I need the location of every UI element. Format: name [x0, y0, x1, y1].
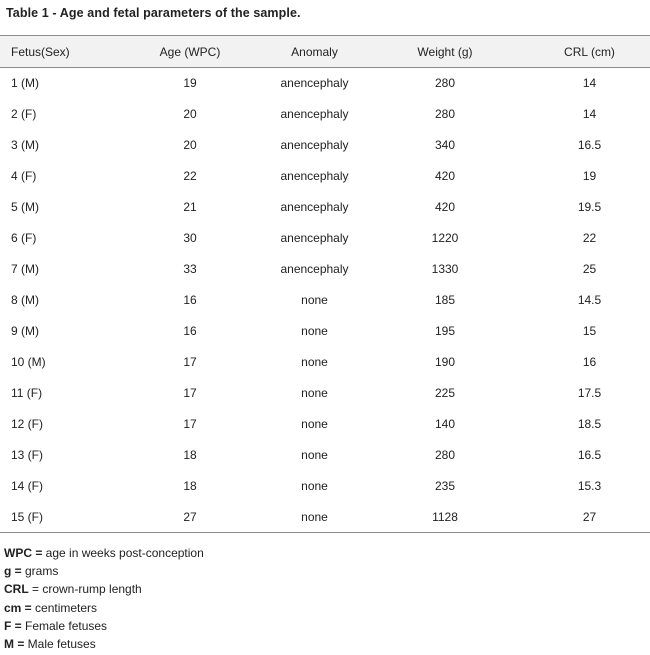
footnote-definition: age in weeks post-conception — [42, 546, 204, 560]
cell-anomaly: none — [301, 417, 328, 431]
cell-fetus-sex: 12 (F) — [11, 417, 44, 431]
cell-fetus-sex: 4 (F) — [11, 169, 37, 183]
cell-crl: 15 — [582, 324, 597, 338]
table-row — [0, 316, 650, 347]
footnote-line — [4, 544, 204, 562]
cell-anomaly: anencephaly — [280, 138, 349, 152]
table-caption: Table 1 - Age and fetal parameters of the sample. — [6, 6, 301, 20]
cell-weight: 280 — [434, 448, 456, 462]
table-row — [0, 254, 650, 285]
table-row — [0, 192, 650, 223]
cell-age: 22 — [183, 169, 197, 183]
cell-age: 19 — [183, 76, 197, 91]
cell-fetus-sex: 9 (M) — [11, 324, 39, 338]
cell-weight: 340 — [434, 138, 456, 152]
cell-crl: 14 — [582, 107, 597, 121]
header-crl: CRL (cm) — [529, 36, 650, 68]
cell-age: 30 — [183, 231, 197, 245]
table-row — [0, 223, 650, 254]
cell-weight: 420 — [434, 169, 456, 183]
cell-weight: 420 — [434, 200, 456, 214]
cell-anomaly: anencephaly — [280, 76, 349, 91]
footnote-definition: grams — [21, 564, 59, 579]
cell-weight: 195 — [434, 324, 456, 338]
footnote-term: F = — [4, 618, 22, 633]
cell-weight: 280 — [434, 107, 456, 121]
cell-age: 20 — [183, 138, 197, 152]
cell-anomaly: anencephaly — [280, 231, 349, 245]
cell-crl: 16.5 — [577, 448, 602, 462]
cell-crl: 14 — [582, 76, 597, 91]
cell-crl: 19.5 — [577, 200, 602, 214]
cell-age: 16 — [183, 324, 197, 338]
footnote-definition: Female fetuses — [21, 618, 108, 633]
fetal-parameters-table — [0, 35, 650, 533]
cell-anomaly: anencephaly — [280, 107, 349, 121]
cell-weight: 1128 — [361, 502, 529, 533]
cell-weight: 1330 — [431, 262, 459, 276]
cell-anomaly: none — [301, 293, 328, 307]
cell-crl: 16.5 — [577, 138, 602, 152]
cell-anomaly: none — [301, 479, 328, 493]
footnote-term: WPC = — [4, 546, 43, 560]
cell-anomaly: none — [268, 502, 361, 533]
table-row — [0, 502, 650, 533]
table-footnotes — [4, 544, 204, 653]
cell-age: 20 — [183, 107, 197, 121]
footnote-line — [4, 580, 204, 598]
cell-weight: 185 — [434, 293, 456, 307]
cell-weight: 1220 — [431, 231, 459, 245]
cell-fetus-sex: 13 (F) — [11, 448, 44, 462]
footnote-definition: = crown-rump length — [28, 582, 142, 597]
footnote-term: cm = — [4, 600, 32, 615]
table-row — [0, 347, 650, 378]
cell-crl: 18.5 — [577, 417, 602, 431]
footnote-line — [4, 635, 204, 653]
cell-weight: 140 — [434, 417, 456, 431]
cell-fetus-sex: 11 (F) — [11, 386, 43, 400]
cell-age: 17 — [183, 355, 197, 369]
table-row — [0, 68, 650, 99]
cell-age: 17 — [183, 417, 197, 431]
table-row — [0, 285, 650, 316]
header-weight: Weight (g) — [361, 36, 529, 68]
cell-weight: 235 — [434, 479, 456, 493]
table-row — [0, 99, 650, 130]
table-header-row — [0, 36, 650, 68]
footnote-term: CRL — [4, 582, 29, 597]
cell-crl: 25 — [582, 262, 597, 276]
cell-crl: 14.5 — [577, 293, 602, 307]
cell-anomaly: anencephaly — [280, 200, 349, 214]
cell-crl: 22 — [582, 231, 597, 245]
cell-weight: 280 — [434, 76, 456, 91]
cell-anomaly: anencephaly — [280, 169, 349, 183]
cell-fetus-sex: 1 (M) — [11, 76, 39, 91]
header-anomaly: Anomaly — [268, 36, 361, 68]
cell-fetus-sex: 2 (F) — [11, 107, 37, 121]
footnote-definition: Male fetuses — [24, 637, 96, 652]
table-row — [0, 378, 650, 409]
table-row — [0, 130, 650, 161]
footnote-line — [4, 599, 204, 617]
cell-age: 18 — [183, 479, 197, 493]
cell-anomaly: anencephaly — [280, 262, 349, 276]
cell-fetus-sex: 6 (F) — [11, 231, 37, 245]
cell-crl: 16 — [582, 355, 597, 369]
cell-crl: 19 — [582, 169, 597, 183]
cell-anomaly: none — [301, 355, 328, 369]
cell-age: 27 — [112, 502, 268, 533]
cell-fetus-sex: 10 (M) — [11, 355, 46, 369]
cell-fetus-sex: 8 (M) — [11, 293, 39, 307]
cell-fetus-sex: 3 (M) — [11, 138, 39, 152]
cell-weight: 225 — [434, 386, 456, 400]
cell-anomaly: none — [301, 386, 328, 400]
cell-age: 17 — [183, 386, 197, 400]
footnote-term: g = — [4, 564, 22, 579]
cell-fetus-sex: 14 (F) — [11, 479, 44, 493]
footnote-line — [4, 562, 204, 580]
cell-age: 16 — [183, 293, 197, 307]
table-row — [0, 409, 650, 440]
cell-weight: 190 — [434, 355, 456, 369]
cell-crl: 17.5 — [577, 386, 602, 400]
cell-fetus-sex: 5 (M) — [11, 200, 39, 214]
header-age: Age (WPC) — [112, 36, 268, 68]
cell-anomaly: none — [301, 448, 328, 462]
footnote-definition: centimeters — [31, 600, 98, 615]
cell-crl: 27 — [529, 502, 650, 533]
cell-age: 18 — [183, 448, 197, 462]
cell-age: 33 — [183, 262, 197, 276]
table-row — [0, 471, 650, 502]
header-fetus-sex: Fetus(Sex) — [0, 36, 112, 68]
cell-fetus-sex: 7 (M) — [11, 262, 39, 276]
cell-anomaly: none — [301, 324, 328, 338]
table-row — [0, 440, 650, 471]
cell-age: 21 — [183, 200, 197, 214]
table-row — [0, 161, 650, 192]
cell-fetus-sex: 15 (F) — [0, 502, 112, 533]
footnote-line — [4, 617, 204, 635]
cell-crl: 15.3 — [577, 479, 602, 493]
footnote-term: M = — [4, 637, 25, 652]
